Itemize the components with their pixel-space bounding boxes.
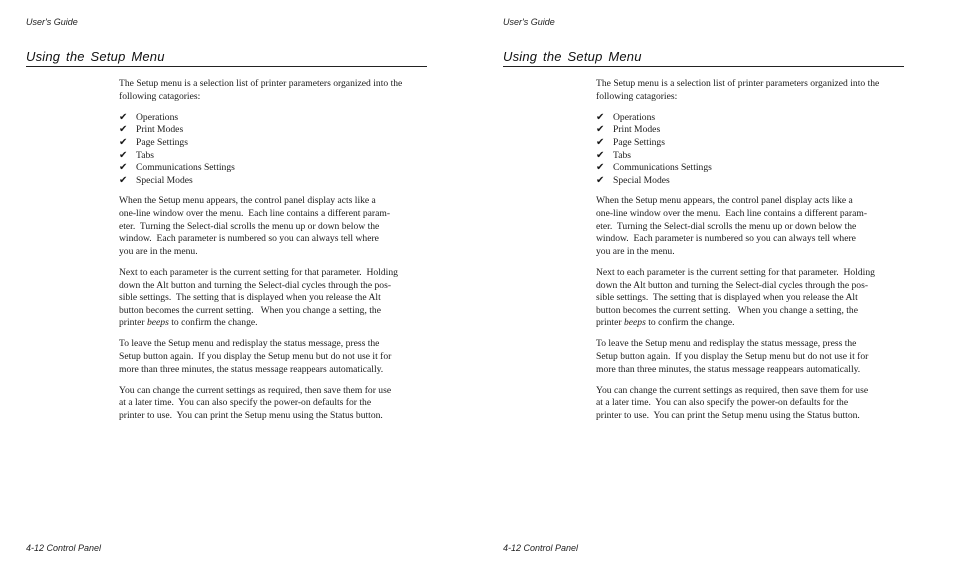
list-item xyxy=(596,175,906,188)
list-item-label: Print Modes xyxy=(136,124,184,136)
body-text xyxy=(119,78,429,431)
list-item-label: Communications Settings xyxy=(136,162,235,174)
running-header: User's Guide xyxy=(26,17,78,27)
text-line: window. Each parameter is numbered so you can always tell where xyxy=(596,233,856,245)
list-item xyxy=(119,175,429,188)
list-item xyxy=(119,137,429,150)
checkmark-icon: ✔ xyxy=(596,136,605,148)
list-item xyxy=(119,150,429,163)
page-right xyxy=(477,0,954,580)
emphasis-text: beeps xyxy=(623,317,646,329)
text-line: one-line window over the menu. Each line contains a different param- xyxy=(119,207,391,219)
checkmark-icon: ✔ xyxy=(596,174,605,186)
text-line: more than three minutes, the status message reappears automatically. xyxy=(596,363,861,375)
text-line: at a later time. You can also specify the power-on defaults for the xyxy=(596,397,849,409)
list-item xyxy=(596,162,906,175)
list-item xyxy=(119,162,429,175)
text-line: printer to use. You can print the Setup menu using the Status button. xyxy=(119,410,383,422)
text-line xyxy=(119,317,429,330)
paragraph xyxy=(596,385,906,423)
text-line: window. Each parameter is numbered so you can always tell where xyxy=(119,233,379,245)
text-line: button becomes the current setting. When you change a setting, the xyxy=(596,304,858,316)
text-line xyxy=(596,317,906,330)
text-line: one-line window over the menu. Each line contains a different param- xyxy=(596,207,868,219)
text-line: printer to use. You can print the Setup menu using the Status button. xyxy=(596,410,860,422)
text-line: Next to each parameter is the current setting for that parameter. Holding xyxy=(596,266,875,278)
list-item-label: Operations xyxy=(136,111,179,123)
text-line: down the Alt button and turning the Select-dial cycles through the pos- xyxy=(119,279,392,291)
list-item-label: Special Modes xyxy=(136,174,193,186)
checkmark-icon: ✔ xyxy=(119,149,128,161)
list-item-label: Tabs xyxy=(613,149,631,161)
list-item-label: Operations xyxy=(613,111,656,123)
intro-paragraph xyxy=(596,78,906,103)
text-line: To leave the Setup menu and redisplay the status message, press the xyxy=(596,338,857,350)
running-footer: 4-12 Control Panel xyxy=(503,543,579,553)
text-line: at a later time. You can also specify the power-on defaults for the xyxy=(119,397,372,409)
text-line: sible settings. The setting that is displayed when you release the Alt xyxy=(119,292,381,304)
checkmark-icon: ✔ xyxy=(119,162,128,174)
text-line: Setup button again. If you display the Setup menu but do not use it for xyxy=(596,351,869,363)
text-run: to confirm the change. xyxy=(168,317,258,329)
text-line: When the Setup menu appears, the control panel display acts like a xyxy=(119,195,376,207)
list-item-label: Page Settings xyxy=(136,136,188,148)
list-item-label: Tabs xyxy=(136,149,154,161)
text-line: following catagories: xyxy=(119,90,201,102)
text-line: sible settings. The setting that is displayed when you release the Alt xyxy=(596,292,858,304)
category-list xyxy=(119,112,429,188)
running-footer: 4-12 Control Panel xyxy=(26,543,102,553)
list-item xyxy=(119,124,429,137)
emphasis-text: beeps xyxy=(146,317,169,329)
list-item-label: Special Modes xyxy=(613,174,670,186)
paragraph xyxy=(596,267,906,330)
list-item xyxy=(596,137,906,150)
text-line: When the Setup menu appears, the control panel display acts like a xyxy=(596,195,853,207)
paragraph xyxy=(596,195,906,258)
checkmark-icon: ✔ xyxy=(119,174,128,186)
text-line: eter. Turning the Select-dial scrolls the menu up or down below the xyxy=(119,220,380,232)
checkmark-icon: ✔ xyxy=(596,111,605,123)
checkmark-icon: ✔ xyxy=(596,149,605,161)
paragraph xyxy=(119,385,429,423)
list-item-label: Communications Settings xyxy=(613,162,712,174)
text-line: eter. Turning the Select-dial scrolls the menu up or down below the xyxy=(596,220,857,232)
text-run: printer xyxy=(119,317,147,329)
text-line: button becomes the current setting. When you change a setting, the xyxy=(119,304,381,316)
category-list xyxy=(596,112,906,188)
text-line: To leave the Setup menu and redisplay the status message, press the xyxy=(119,338,380,350)
text-line: The Setup menu is a selection list of printer parameters organized into the xyxy=(596,78,880,89)
list-item-label: Page Settings xyxy=(613,136,665,148)
text-line: You can change the current settings as required, then save them for use xyxy=(119,384,392,396)
text-run: printer xyxy=(596,317,624,329)
text-line: down the Alt button and turning the Select-dial cycles through the pos- xyxy=(596,279,869,291)
text-line: you are in the menu. xyxy=(596,245,675,257)
list-item xyxy=(119,112,429,125)
text-line: You can change the current settings as required, then save them for use xyxy=(596,384,869,396)
text-line: Next to each parameter is the current setting for that parameter. Holding xyxy=(119,266,398,278)
section-title: Using the Setup Menu xyxy=(503,49,904,67)
text-line: you are in the menu. xyxy=(119,245,198,257)
section-title: Using the Setup Menu xyxy=(26,49,427,67)
paragraph xyxy=(119,195,429,258)
text-line: more than three minutes, the status message reappears automatically. xyxy=(119,363,384,375)
checkmark-icon: ✔ xyxy=(119,124,128,136)
body-text xyxy=(596,78,906,431)
list-item xyxy=(596,124,906,137)
checkmark-icon: ✔ xyxy=(119,111,128,123)
checkmark-icon: ✔ xyxy=(596,124,605,136)
checkmark-icon: ✔ xyxy=(119,136,128,148)
intro-paragraph xyxy=(119,78,429,103)
paragraph xyxy=(119,338,429,376)
list-item xyxy=(596,112,906,125)
text-line: The Setup menu is a selection list of printer parameters organized into the xyxy=(119,78,403,89)
checkmark-icon: ✔ xyxy=(596,162,605,174)
running-header: User's Guide xyxy=(503,17,555,27)
list-item-label: Print Modes xyxy=(613,124,661,136)
paragraph xyxy=(596,338,906,376)
text-line: Setup button again. If you display the Setup menu but do not use it for xyxy=(119,351,392,363)
paragraph xyxy=(119,267,429,330)
text-run: to confirm the change. xyxy=(645,317,735,329)
list-item xyxy=(596,150,906,163)
text-line: following catagories: xyxy=(596,90,678,102)
